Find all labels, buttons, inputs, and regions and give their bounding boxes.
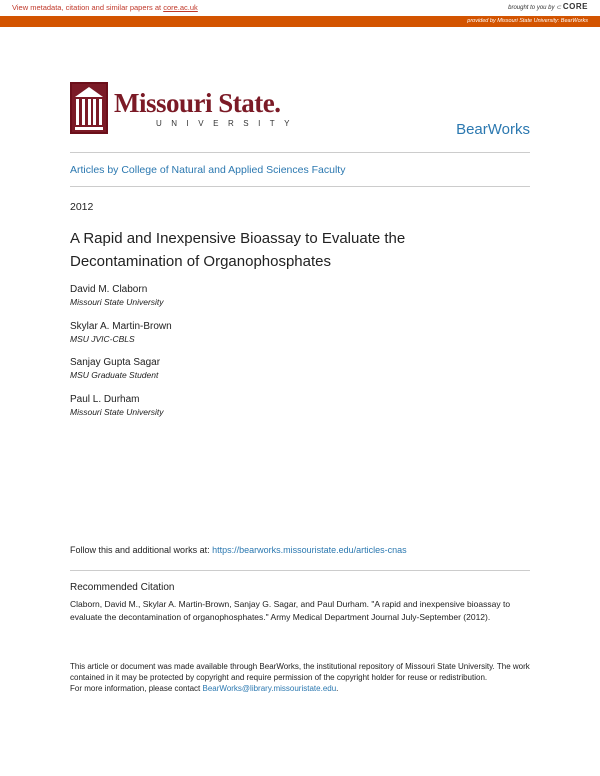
follow-link[interactable]: https://bearworks.missouristate.edu/articles-cnas	[212, 545, 407, 555]
collection-link[interactable]: Articles by College of Natural and Applied Sciences Faculty	[70, 164, 346, 176]
author-entry	[70, 320, 172, 345]
author-entry	[70, 283, 164, 308]
author-name: Skylar A. Martin-Brown	[70, 321, 172, 332]
logo-wordmark: Missouri State.	[114, 88, 281, 118]
metadata-notice	[12, 3, 198, 12]
core-logo-icon: ⊂	[556, 5, 562, 11]
article-title: A Rapid and Inexpensive Bioassay to Evaluate the Decontamination of Organophosphates	[70, 230, 406, 270]
missouri-state-logo[interactable]	[70, 82, 300, 136]
author-name: David M. Claborn	[70, 284, 148, 295]
author-affiliation: Missouri State University	[70, 407, 164, 417]
repository-notice	[70, 661, 532, 694]
author-affiliation: MSU JVIC-CBLS	[70, 334, 135, 344]
core-badge[interactable]	[508, 2, 588, 11]
author-affiliation: MSU Graduate Student	[70, 370, 159, 380]
core-label: CORE	[562, 2, 588, 11]
divider	[70, 570, 530, 571]
seal-icon	[70, 82, 108, 134]
contact-suffix: .	[336, 684, 339, 693]
follow-line	[70, 545, 407, 555]
provider-text: provided by Missouri State University: BearWorks	[467, 18, 588, 24]
notice-text: This article or document was made available through BearWorks, the institutional repository of Missouri State University. The work contained in it may be protected by copyright and require permission of the copyright holder for reuse or redistribution.	[70, 662, 530, 682]
logo-university: UNIVERSITY	[156, 119, 300, 128]
divider	[70, 152, 530, 153]
provider-bar	[0, 16, 600, 27]
follow-text: Follow this and additional works at:	[70, 545, 213, 555]
citation-heading: Recommended Citation	[70, 582, 175, 593]
author-entry	[70, 356, 160, 381]
author-name: Sanjay Gupta Sagar	[70, 357, 161, 368]
author-name: Paul L. Durham	[70, 394, 140, 405]
core-top-bar	[0, 0, 600, 16]
divider	[70, 186, 530, 187]
citation-body: Claborn, David M., Skylar A. Martin-Brown, Sanjay G. Sagar, and Paul Durham. "A rapid and inexpensive bioassay to evaluate the decontamination of organophosphates." Army Medical Department Journal July-September (2012).	[70, 599, 511, 622]
author-entry	[70, 393, 164, 418]
contact-email-link[interactable]: BearWorks@library.missouristate.edu	[202, 684, 337, 693]
metadata-text: View metadata, citation and similar papers at	[12, 3, 164, 12]
repository-name[interactable]: BearWorks	[456, 121, 530, 138]
core-link[interactable]: core.ac.uk	[163, 3, 198, 12]
author-affiliation: Missouri State University	[70, 297, 164, 307]
contact-prefix: For more information, please contact	[70, 684, 203, 693]
brought-by-text: brought to you by	[508, 5, 555, 11]
publication-year: 2012	[70, 201, 94, 213]
